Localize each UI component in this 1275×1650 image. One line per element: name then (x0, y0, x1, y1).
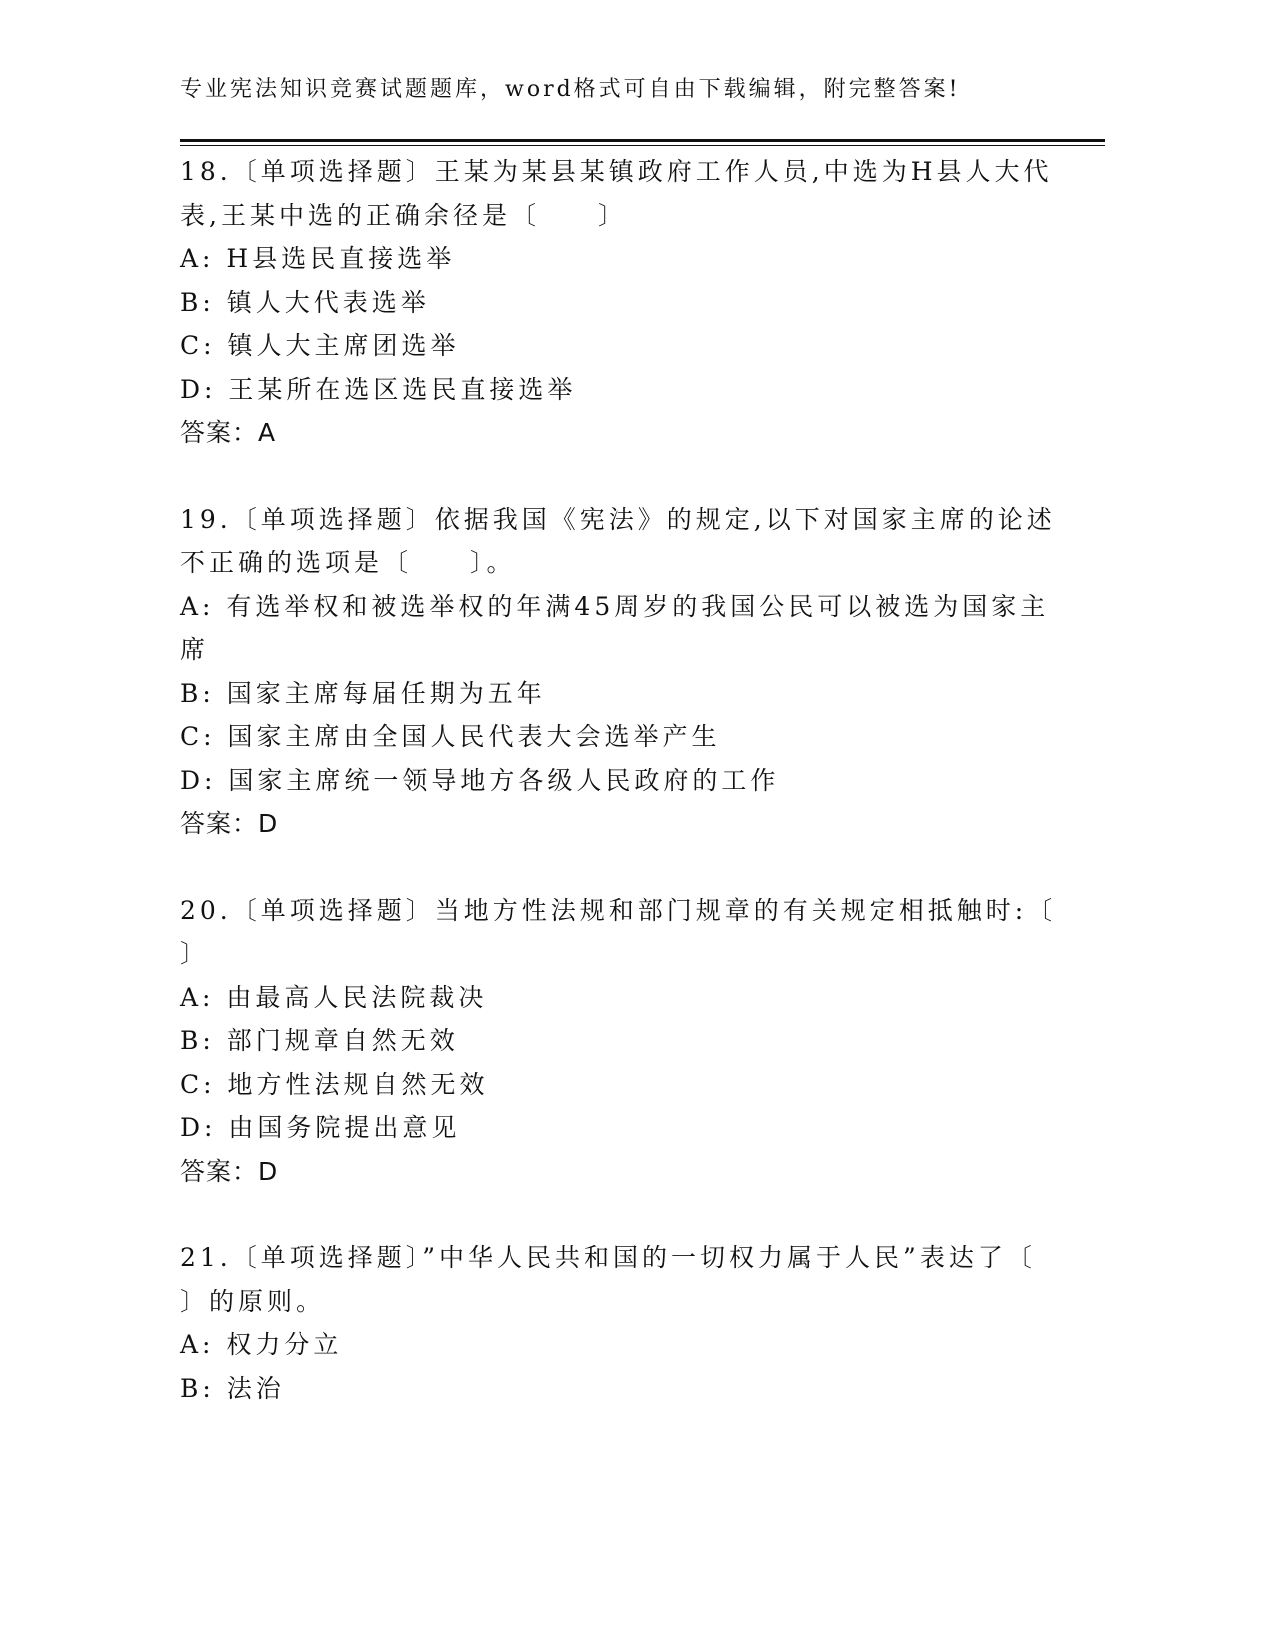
option-b: B: 镇人大代表选举 (180, 287, 430, 317)
question-stem: 不正确的选项是〔 〕。 (180, 548, 516, 577)
header-rule-thin (180, 145, 1105, 146)
option-d: D: 国家主席统一领导地方各级人民政府的工作 (180, 765, 780, 795)
answer: 答案：D (180, 1156, 279, 1186)
option-c: C: 镇人大主席团选举 (180, 331, 460, 360)
answer: 答案：D (180, 809, 279, 838)
question-stem: 21.〔单项选择题〕”中华人民共和国的一切权力属于人民”表达了〔 (180, 1243, 1036, 1272)
header-rule-thick (180, 139, 1105, 142)
question-19 (180, 498, 1056, 846)
document-header: 专业宪法知识竞赛试题题库，word格式可自由下载编辑，附完整答案! (180, 77, 961, 102)
question-stem: 表,王某中选的正确余径是〔 〕 (180, 200, 627, 230)
option-a: A: H县选民直接选举 (180, 244, 456, 273)
question-list (180, 150, 1057, 1453)
option-c: C: 国家主席由全国人民代表大会选举产生 (180, 722, 721, 751)
question-stem: 20.〔单项选择题〕当地方性法规和部门规章的有关规定相抵触时:〔 (180, 895, 1057, 925)
option-a-continued: 席 (180, 635, 210, 664)
question-18 (180, 150, 1053, 455)
option-b: B: 法治 (180, 1373, 285, 1403)
question-20 (180, 889, 1057, 1194)
option-b: B: 部门规章自然无效 (180, 1026, 459, 1055)
question-stem: 〕的原则。 (180, 1286, 326, 1316)
question-stem: 19.〔单项选择题〕依据我国《宪法》的规定,以下对国家主席的论述 (180, 504, 1056, 534)
option-a: A: 有选举权和被选举权的年满45周岁的我国公民可以被选为国家主 (180, 591, 1050, 621)
option-d: D: 由国务院提出意见 (180, 1113, 461, 1142)
option-d: D: 王某所在选区选民直接选举 (180, 374, 577, 404)
question-stem: 18.〔单项选择题〕王某为某县某镇政府工作人员,中选为H县人大代 (180, 157, 1053, 186)
option-c: C: 地方性法规自然无效 (180, 1069, 489, 1099)
question-stem: 〕 (180, 939, 210, 968)
option-a: A: 由最高人民法院裁决 (180, 982, 488, 1012)
answer: 答案：A (180, 418, 277, 447)
option-a: A: 权力分立 (180, 1330, 343, 1359)
question-21 (180, 1236, 1036, 1410)
option-b: B: 国家主席每届任期为五年 (180, 678, 546, 708)
